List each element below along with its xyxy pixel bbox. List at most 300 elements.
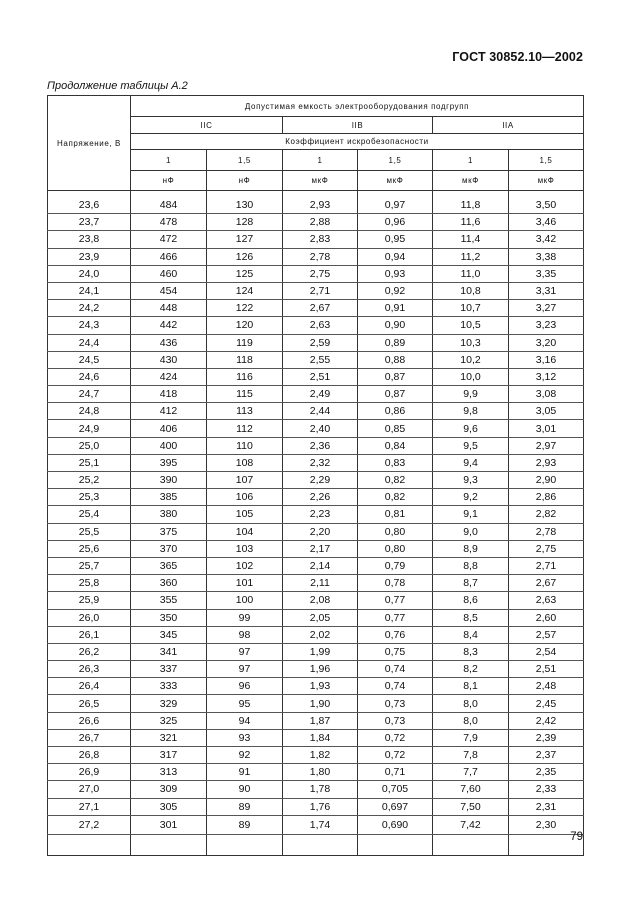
iic-k15-cell: 102 — [207, 557, 283, 574]
iia-k1-cell: 7,8 — [433, 747, 509, 764]
iic-k1-cell: 484 — [131, 197, 207, 214]
iic-k1-cell: 375 — [131, 523, 207, 540]
iib-k15-cell: 0,92 — [358, 282, 433, 299]
iia-k15-cell: 3,23 — [509, 317, 584, 334]
iic-k15-cell: 125 — [207, 265, 283, 282]
iib-k1-cell: 1,76 — [283, 798, 358, 815]
iib-k1-cell: 1,84 — [283, 729, 358, 746]
voltage-cell: 24,6 — [48, 368, 131, 385]
table-continuation-caption: Продолжение таблицы А.2 — [47, 80, 188, 92]
iia-k15-cell: 3,31 — [509, 282, 584, 299]
iic-k1-cell: 301 — [131, 815, 207, 834]
voltage-cell: 26,3 — [48, 661, 131, 678]
iic-k1-cell: 337 — [131, 661, 207, 678]
iib-k1-cell: 1,74 — [283, 815, 358, 834]
iic-k15-cell: 92 — [207, 747, 283, 764]
iia-k15-cell: 3,01 — [509, 420, 584, 437]
iic-k1-cell: 333 — [131, 678, 207, 695]
iia-k1-cell: 10,2 — [433, 351, 509, 368]
iic-k1-cell: 472 — [131, 231, 207, 248]
iib-k15-cell: 0,82 — [358, 472, 433, 489]
voltage-column-header: Напряжение, В — [48, 96, 131, 191]
iic-k1-cell: 430 — [131, 351, 207, 368]
voltage-cell: 23,7 — [48, 214, 131, 231]
iic-k15-cell: 124 — [207, 282, 283, 299]
voltage-cell: 27,2 — [48, 815, 131, 834]
iib-k15-cell: 0,87 — [358, 368, 433, 385]
table-row — [48, 506, 584, 523]
voltage-cell: 25,2 — [48, 472, 131, 489]
iic-k1-cell: 325 — [131, 712, 207, 729]
iic-k15-cell: 130 — [207, 197, 283, 214]
iib-k1-cell: 1,87 — [283, 712, 358, 729]
empty-cell — [433, 834, 509, 855]
voltage-cell: 24,7 — [48, 386, 131, 403]
voltage-cell: 24,3 — [48, 317, 131, 334]
iic-k15-cell: 112 — [207, 420, 283, 437]
iic-k15-cell: 116 — [207, 368, 283, 385]
iia-k15-cell: 2,45 — [509, 695, 584, 712]
iib-k15-cell: 0,71 — [358, 764, 433, 781]
voltage-cell: 25,7 — [48, 557, 131, 574]
iia-k15-cell: 3,38 — [509, 248, 584, 265]
table-row — [48, 334, 584, 351]
table-row — [48, 575, 584, 592]
iia-k1-cell: 11,6 — [433, 214, 509, 231]
table-row — [48, 643, 584, 660]
factor-cell: 1 — [131, 150, 207, 171]
iib-k1-cell: 2,67 — [283, 300, 358, 317]
iia-k15-cell: 3,42 — [509, 231, 584, 248]
iib-k15-cell: 0,72 — [358, 729, 433, 746]
iic-k15-cell: 89 — [207, 815, 283, 834]
voltage-cell: 26,6 — [48, 712, 131, 729]
iib-k15-cell: 0,697 — [358, 798, 433, 815]
iia-k15-cell: 2,30 — [509, 815, 584, 834]
iic-k15-cell: 97 — [207, 643, 283, 660]
voltage-cell: 25,9 — [48, 592, 131, 609]
table-row — [48, 747, 584, 764]
iia-k15-cell: 2,37 — [509, 747, 584, 764]
voltage-cell: 25,6 — [48, 540, 131, 557]
iic-k1-cell: 412 — [131, 403, 207, 420]
iic-k15-cell: 122 — [207, 300, 283, 317]
iia-k1-cell: 11,8 — [433, 197, 509, 214]
table-row — [48, 626, 584, 643]
iib-k15-cell: 0,80 — [358, 540, 433, 557]
iib-k1-cell: 2,20 — [283, 523, 358, 540]
iib-k1-cell: 2,71 — [283, 282, 358, 299]
voltage-cell: 26,4 — [48, 678, 131, 695]
voltage-cell: 26,0 — [48, 609, 131, 626]
iib-k15-cell: 0,690 — [358, 815, 433, 834]
voltage-cell: 26,7 — [48, 729, 131, 746]
iic-k15-cell: 98 — [207, 626, 283, 643]
iia-k1-cell: 9,5 — [433, 437, 509, 454]
iic-k15-cell: 120 — [207, 317, 283, 334]
iia-k15-cell: 2,54 — [509, 643, 584, 660]
iia-k15-cell: 3,20 — [509, 334, 584, 351]
table-row — [48, 282, 584, 299]
iic-k15-cell: 91 — [207, 764, 283, 781]
iib-k15-cell: 0,73 — [358, 712, 433, 729]
safety-factor-header: Коэффициент искробезопасности — [131, 134, 584, 150]
iib-k15-cell: 0,87 — [358, 386, 433, 403]
iia-k1-cell: 9,8 — [433, 403, 509, 420]
iia-k15-cell: 2,60 — [509, 609, 584, 626]
empty-cell — [48, 834, 131, 855]
iia-k15-cell: 3,16 — [509, 351, 584, 368]
voltage-cell: 25,5 — [48, 523, 131, 540]
iia-k1-cell: 9,2 — [433, 489, 509, 506]
iia-k1-cell: 9,0 — [433, 523, 509, 540]
voltage-cell: 25,4 — [48, 506, 131, 523]
iia-k1-cell: 8,0 — [433, 712, 509, 729]
group-header-iib: IIB — [283, 117, 433, 134]
iia-k15-cell: 2,51 — [509, 661, 584, 678]
table-row — [48, 815, 584, 834]
iib-k1-cell: 2,17 — [283, 540, 358, 557]
iib-k1-cell: 2,75 — [283, 265, 358, 282]
iia-k1-cell: 7,50 — [433, 798, 509, 815]
table-row — [48, 661, 584, 678]
iib-k15-cell: 0,74 — [358, 661, 433, 678]
table-row — [48, 557, 584, 574]
iia-k1-cell: 8,6 — [433, 592, 509, 609]
iia-k15-cell: 3,08 — [509, 386, 584, 403]
iic-k15-cell: 115 — [207, 386, 283, 403]
iib-k1-cell: 2,49 — [283, 386, 358, 403]
iib-k15-cell: 0,77 — [358, 609, 433, 626]
iia-k1-cell: 8,1 — [433, 678, 509, 695]
voltage-cell: 26,5 — [48, 695, 131, 712]
iic-k15-cell: 127 — [207, 231, 283, 248]
voltage-cell: 23,8 — [48, 231, 131, 248]
iia-k15-cell: 2,48 — [509, 678, 584, 695]
iic-k15-cell: 96 — [207, 678, 283, 695]
voltage-cell: 27,0 — [48, 781, 131, 798]
table-row — [48, 609, 584, 626]
voltage-cell: 25,1 — [48, 454, 131, 471]
table-row — [48, 798, 584, 815]
iia-k1-cell: 10,7 — [433, 300, 509, 317]
iic-k1-cell: 355 — [131, 592, 207, 609]
iic-k15-cell: 105 — [207, 506, 283, 523]
capacitance-table — [47, 95, 584, 856]
voltage-cell: 26,9 — [48, 764, 131, 781]
iib-k15-cell: 0,84 — [358, 437, 433, 454]
iic-k1-cell: 329 — [131, 695, 207, 712]
unit-cell: мкФ — [433, 171, 509, 191]
iic-k1-cell: 321 — [131, 729, 207, 746]
unit-cell: нФ — [131, 171, 207, 191]
iic-k15-cell: 106 — [207, 489, 283, 506]
iib-k1-cell: 2,93 — [283, 197, 358, 214]
table-row — [48, 317, 584, 334]
iib-k15-cell: 0,78 — [358, 575, 433, 592]
iia-k15-cell: 3,05 — [509, 403, 584, 420]
iia-k15-cell: 2,35 — [509, 764, 584, 781]
iia-k15-cell: 3,12 — [509, 368, 584, 385]
table-row — [48, 764, 584, 781]
voltage-cell: 24,5 — [48, 351, 131, 368]
iia-k1-cell: 10,8 — [433, 282, 509, 299]
iib-k1-cell: 2,05 — [283, 609, 358, 626]
iib-k1-cell: 1,78 — [283, 781, 358, 798]
factor-cell: 1 — [283, 150, 358, 171]
iic-k15-cell: 113 — [207, 403, 283, 420]
iib-k15-cell: 0,74 — [358, 678, 433, 695]
capacity-header: Допустимая емкость электрооборудования подгрупп — [131, 96, 584, 117]
voltage-cell: 25,8 — [48, 575, 131, 592]
iib-k15-cell: 0,75 — [358, 643, 433, 660]
table-row — [48, 351, 584, 368]
iic-k15-cell: 90 — [207, 781, 283, 798]
iib-k15-cell: 0,93 — [358, 265, 433, 282]
voltage-cell: 23,9 — [48, 248, 131, 265]
iib-k15-cell: 0,88 — [358, 351, 433, 368]
iia-k1-cell: 7,60 — [433, 781, 509, 798]
iib-k15-cell: 0,86 — [358, 403, 433, 420]
iia-k15-cell: 3,27 — [509, 300, 584, 317]
iia-k15-cell: 3,50 — [509, 197, 584, 214]
iic-k15-cell: 119 — [207, 334, 283, 351]
voltage-cell: 24,4 — [48, 334, 131, 351]
table-row — [48, 472, 584, 489]
empty-cell — [131, 834, 207, 855]
iia-k1-cell: 10,0 — [433, 368, 509, 385]
iib-k15-cell: 0,97 — [358, 197, 433, 214]
iia-k15-cell: 2,90 — [509, 472, 584, 489]
iic-k1-cell: 418 — [131, 386, 207, 403]
iib-k15-cell: 0,79 — [358, 557, 433, 574]
iib-k1-cell: 1,99 — [283, 643, 358, 660]
voltage-cell: 23,6 — [48, 197, 131, 214]
iic-k1-cell: 305 — [131, 798, 207, 815]
voltage-cell: 25,0 — [48, 437, 131, 454]
table-row — [48, 712, 584, 729]
iic-k15-cell: 99 — [207, 609, 283, 626]
iia-k1-cell: 9,4 — [433, 454, 509, 471]
iia-k15-cell: 2,63 — [509, 592, 584, 609]
table-row — [48, 437, 584, 454]
iic-k1-cell: 350 — [131, 609, 207, 626]
standard-designation: ГОСТ 30852.10—2002 — [452, 50, 583, 64]
iib-k1-cell: 2,08 — [283, 592, 358, 609]
iia-k1-cell: 9,9 — [433, 386, 509, 403]
iic-k15-cell: 103 — [207, 540, 283, 557]
iib-k1-cell: 2,59 — [283, 334, 358, 351]
factor-cell: 1 — [433, 150, 509, 171]
factor-cell: 1,5 — [358, 150, 433, 171]
iia-k15-cell: 2,97 — [509, 437, 584, 454]
table-row — [48, 386, 584, 403]
iic-k1-cell: 385 — [131, 489, 207, 506]
iic-k1-cell: 309 — [131, 781, 207, 798]
iia-k1-cell: 7,7 — [433, 764, 509, 781]
iib-k15-cell: 0,72 — [358, 747, 433, 764]
iib-k1-cell: 2,11 — [283, 575, 358, 592]
iic-k1-cell: 341 — [131, 643, 207, 660]
iia-k1-cell: 8,5 — [433, 609, 509, 626]
iib-k15-cell: 0,90 — [358, 317, 433, 334]
iic-k15-cell: 107 — [207, 472, 283, 489]
iia-k1-cell: 7,9 — [433, 729, 509, 746]
iib-k1-cell: 1,82 — [283, 747, 358, 764]
iib-k1-cell: 2,14 — [283, 557, 358, 574]
iia-k1-cell: 9,1 — [433, 506, 509, 523]
iib-k1-cell: 2,63 — [283, 317, 358, 334]
group-header-iia: IIA — [433, 117, 584, 134]
iic-k1-cell: 454 — [131, 282, 207, 299]
iia-k1-cell: 8,3 — [433, 643, 509, 660]
table-row — [48, 420, 584, 437]
iia-k15-cell: 2,75 — [509, 540, 584, 557]
voltage-cell: 25,3 — [48, 489, 131, 506]
table-bottom-padding — [48, 834, 584, 855]
iic-k1-cell: 360 — [131, 575, 207, 592]
table-header — [48, 96, 584, 198]
iia-k1-cell: 8,2 — [433, 661, 509, 678]
iia-k1-cell: 8,4 — [433, 626, 509, 643]
iia-k1-cell: 8,9 — [433, 540, 509, 557]
iic-k15-cell: 118 — [207, 351, 283, 368]
iic-k1-cell: 380 — [131, 506, 207, 523]
table-row — [48, 540, 584, 557]
table-row — [48, 403, 584, 420]
iic-k1-cell: 448 — [131, 300, 207, 317]
table-row — [48, 781, 584, 798]
iia-k15-cell: 2,57 — [509, 626, 584, 643]
iia-k1-cell: 8,7 — [433, 575, 509, 592]
empty-cell — [358, 834, 433, 855]
voltage-cell: 26,2 — [48, 643, 131, 660]
iic-k15-cell: 97 — [207, 661, 283, 678]
voltage-cell: 26,8 — [48, 747, 131, 764]
factor-cell: 1,5 — [207, 150, 283, 171]
iib-k1-cell: 2,88 — [283, 214, 358, 231]
iib-k15-cell: 0,85 — [358, 420, 433, 437]
iib-k1-cell: 1,93 — [283, 678, 358, 695]
iib-k15-cell: 0,76 — [358, 626, 433, 643]
iia-k1-cell: 10,3 — [433, 334, 509, 351]
iic-k1-cell: 317 — [131, 747, 207, 764]
iia-k15-cell: 3,35 — [509, 265, 584, 282]
iib-k15-cell: 0,83 — [358, 454, 433, 471]
unit-cell: мкФ — [509, 171, 584, 191]
iic-k1-cell: 406 — [131, 420, 207, 437]
iia-k1-cell: 11,0 — [433, 265, 509, 282]
group-header-iic: IIC — [131, 117, 283, 134]
iic-k15-cell: 110 — [207, 437, 283, 454]
iia-k15-cell: 2,93 — [509, 454, 584, 471]
iic-k15-cell: 94 — [207, 712, 283, 729]
iic-k15-cell: 108 — [207, 454, 283, 471]
iia-k1-cell: 11,2 — [433, 248, 509, 265]
iib-k1-cell: 2,83 — [283, 231, 358, 248]
iib-k15-cell: 0,82 — [358, 489, 433, 506]
empty-cell — [207, 834, 283, 855]
voltage-cell: 24,1 — [48, 282, 131, 299]
voltage-cell: 26,1 — [48, 626, 131, 643]
unit-cell: мкФ — [283, 171, 358, 191]
iib-k15-cell: 0,73 — [358, 695, 433, 712]
unit-cell: мкФ — [358, 171, 433, 191]
iic-k1-cell: 313 — [131, 764, 207, 781]
iia-k15-cell: 2,39 — [509, 729, 584, 746]
iib-k15-cell: 0,705 — [358, 781, 433, 798]
voltage-cell: 24,8 — [48, 403, 131, 420]
table-row — [48, 265, 584, 282]
iic-k15-cell: 93 — [207, 729, 283, 746]
iib-k15-cell: 0,95 — [358, 231, 433, 248]
iic-k15-cell: 104 — [207, 523, 283, 540]
iic-k1-cell: 466 — [131, 248, 207, 265]
iic-k15-cell: 126 — [207, 248, 283, 265]
iib-k15-cell: 0,89 — [358, 334, 433, 351]
iib-k1-cell: 1,96 — [283, 661, 358, 678]
voltage-cell: 24,0 — [48, 265, 131, 282]
table-row — [48, 300, 584, 317]
factor-cell: 1,5 — [509, 150, 584, 171]
table-row — [48, 368, 584, 385]
iic-k1-cell: 390 — [131, 472, 207, 489]
iic-k1-cell: 395 — [131, 454, 207, 471]
iic-k1-cell: 345 — [131, 626, 207, 643]
iia-k15-cell: 2,86 — [509, 489, 584, 506]
iic-k1-cell: 442 — [131, 317, 207, 334]
table-row — [48, 729, 584, 746]
iib-k1-cell: 2,55 — [283, 351, 358, 368]
iib-k1-cell: 2,51 — [283, 368, 358, 385]
iia-k1-cell: 8,0 — [433, 695, 509, 712]
iic-k1-cell: 424 — [131, 368, 207, 385]
iia-k15-cell: 2,78 — [509, 523, 584, 540]
iic-k1-cell: 370 — [131, 540, 207, 557]
iib-k1-cell: 2,36 — [283, 437, 358, 454]
iib-k1-cell: 2,78 — [283, 248, 358, 265]
iib-k1-cell: 2,32 — [283, 454, 358, 471]
table-row — [48, 489, 584, 506]
table-row — [48, 695, 584, 712]
iic-k15-cell: 100 — [207, 592, 283, 609]
iia-k15-cell: 2,67 — [509, 575, 584, 592]
iib-k15-cell: 0,94 — [358, 248, 433, 265]
iic-k15-cell: 128 — [207, 214, 283, 231]
iia-k1-cell: 7,42 — [433, 815, 509, 834]
iic-k15-cell: 89 — [207, 798, 283, 815]
page-number: 79 — [570, 831, 583, 843]
iia-k1-cell: 9,6 — [433, 420, 509, 437]
iia-k15-cell: 2,71 — [509, 557, 584, 574]
iic-k1-cell: 400 — [131, 437, 207, 454]
table-row — [48, 523, 584, 540]
iib-k15-cell: 0,96 — [358, 214, 433, 231]
iib-k1-cell: 1,80 — [283, 764, 358, 781]
iia-k1-cell: 11,4 — [433, 231, 509, 248]
table-row — [48, 231, 584, 248]
unit-cell: нФ — [207, 171, 283, 191]
iib-k15-cell: 0,80 — [358, 523, 433, 540]
voltage-cell: 24,2 — [48, 300, 131, 317]
table-row — [48, 214, 584, 231]
iic-k1-cell: 436 — [131, 334, 207, 351]
iia-k1-cell: 10,5 — [433, 317, 509, 334]
iib-k1-cell: 2,26 — [283, 489, 358, 506]
iib-k1-cell: 2,02 — [283, 626, 358, 643]
voltage-cell: 24,9 — [48, 420, 131, 437]
iib-k15-cell: 0,91 — [358, 300, 433, 317]
